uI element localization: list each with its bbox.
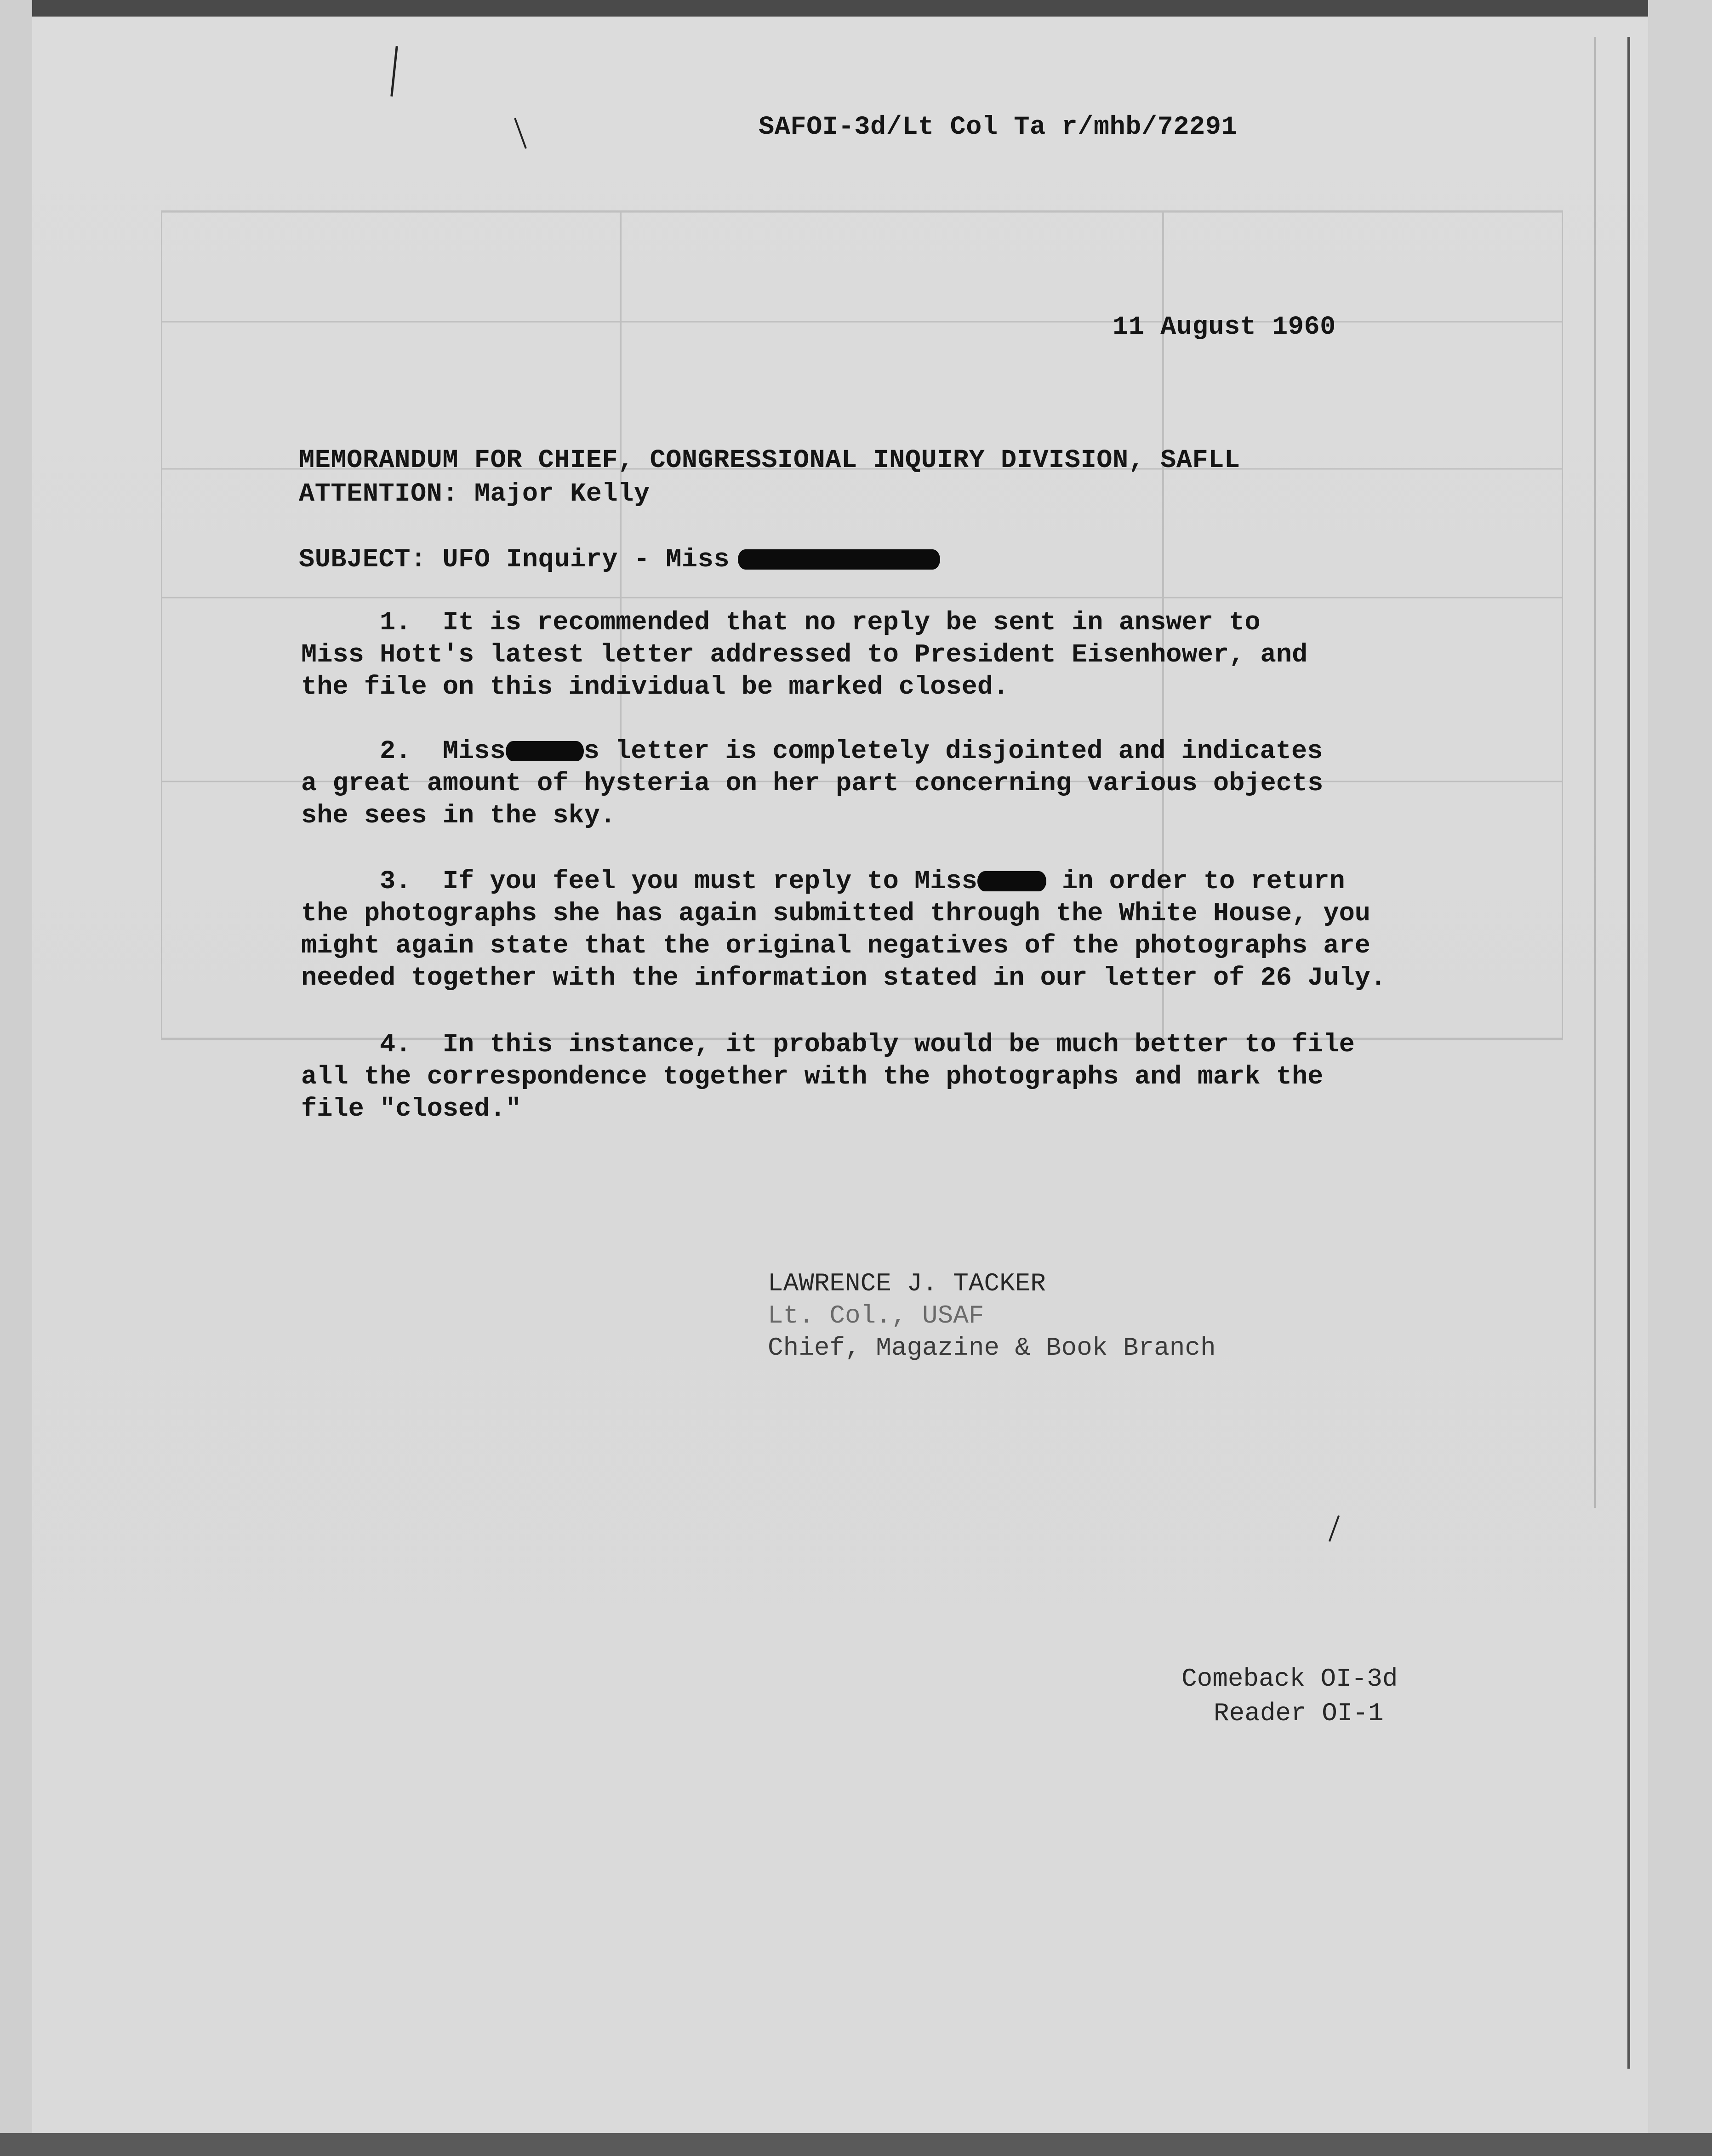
redaction-bar	[506, 741, 584, 761]
subject-text: SUBJECT: UFO Inquiry - Miss	[299, 545, 730, 575]
memo-addressee: MEMORANDUM FOR CHIEF, CONGRESSIONAL INQUIRY DIVISION, SAFLL	[299, 446, 1240, 475]
pencil-mark	[390, 46, 398, 97]
pencil-mark	[1329, 1515, 1340, 1542]
signature-name: LAWRENCE J. TACKER	[768, 1269, 1046, 1298]
signature-rank: Lt. Col., USAF	[768, 1301, 984, 1330]
scan-right-edge	[1648, 0, 1712, 2156]
paragraph-3	[301, 866, 1473, 994]
paragraph-3-rest: in order to return the photographs she has again submitted through the White House, you might again state that the original negatives of the photographs are needed together with the information stated in our letter of 26 July.	[301, 867, 1387, 993]
scan-bottom-edge	[0, 2133, 1712, 2156]
paragraph-2	[301, 736, 1473, 832]
paragraph-4: 4. In this instance, it probably would be much better to file all the correspondence together with the photographs and mark the file "closed."	[301, 1030, 1355, 1124]
paragraph-2-rest: s letter is completely disjointed and indicates a great amount of hysteria on her part concerning various objects she sees in the sky.	[301, 737, 1324, 831]
paragraph-2-start: 2. Miss	[301, 737, 506, 766]
paragraph-3-start: 3. If you feel you must reply to Miss	[301, 867, 977, 896]
scan-top-edge	[0, 0, 1712, 17]
memo-date: 11 August 1960	[1113, 313, 1336, 342]
scan-fold-line-faint	[1594, 37, 1596, 1508]
reference-line: SAFOI-3d/Lt Col Ta r/mhb/72291	[759, 113, 1238, 142]
scan-left-edge	[0, 0, 32, 2156]
signature-title: Chief, Magazine & Book Branch	[768, 1333, 1216, 1363]
pencil-mark	[514, 118, 527, 148]
routing-comeback: Comeback OI-3d	[1181, 1664, 1398, 1694]
redaction-bar	[977, 871, 1046, 891]
scan-fold-line	[1627, 37, 1630, 2069]
memo-attention: ATTENTION: Major Kelly	[299, 479, 650, 509]
paragraph-1: 1. It is recommended that no reply be sent in answer to Miss Hott's latest letter addressed to President Eisenhower, and the file on this individual be marked closed.	[301, 608, 1308, 702]
routing-reader: Reader OI-1	[1214, 1699, 1384, 1728]
redaction-bar	[738, 549, 940, 570]
memo-subject	[299, 545, 940, 575]
